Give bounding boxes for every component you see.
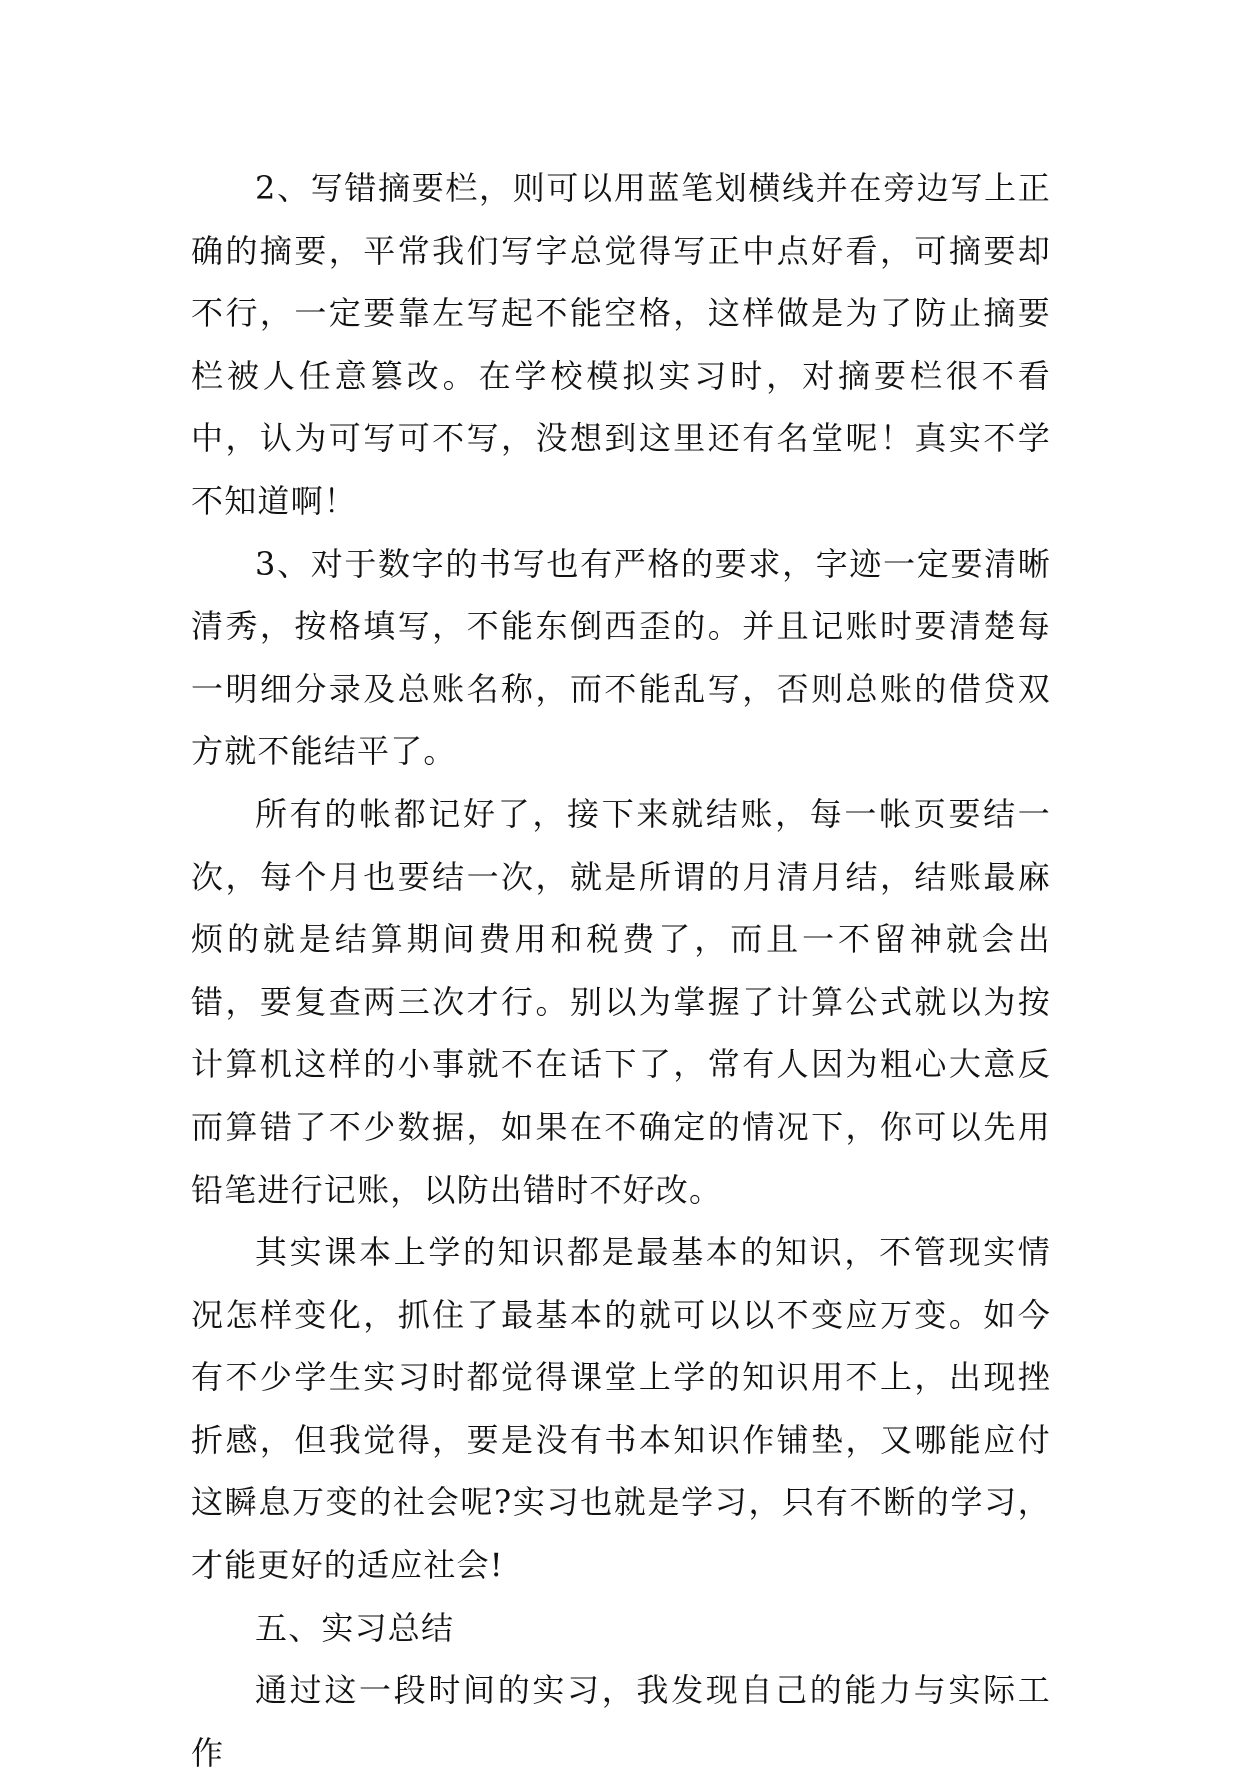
paragraph-closing-accounts: 所有的帐都记好了，接下来就结账，每一帐页要结一次，每个月也要结一次，就是所谓的月清月结，结账最麻烦的就是结算期间费用和税费了，而且一不留神就会出错，要复查两三次才行。别以为掌握了计算公式就以为按计算机这样的小事就不在话下了，常有人因为粗心大意反而算错了不少数据，如果在不确定的情况下，你可以先用铅笔进行记账，以防出错时不好改。 <box>191 794 1051 1209</box>
paragraph-textbook-knowledge: 其实课本上学的知识都是最基本的知识，不管现实情况怎样变化，抓住了最基本的就可以以不变应万变。如今有不少学生实习时都觉得课堂上学的知识用不上，出现挫折感，但我觉得，要是没有书本知识作铺垫，又哪能应付这瞬息万变的社会呢?实习也就是学习，只有不断的学习，才能更好的适应社会! <box>191 1233 1051 1585</box>
document-body <box>191 157 1051 1784</box>
paragraph-summary-intro: 通过这一段时间的实习，我发现自己的能力与实际工作 <box>191 1671 1051 1772</box>
paragraph-summary-correction: 2、写错摘要栏，则可以用蓝笔划横线并在旁边写上正确的摘要，平常我们写字总觉得写正中点好看，可摘要却不行，一定要靠左写起不能空格，这样做是为了防止摘要栏被人任意篡改。在学校模拟实习时，对摘要栏很不看中，认为可写可不写，没想到这里还有名堂呢！真实不学不知道啊！ <box>191 169 1051 520</box>
section-heading-internship-summary: 五、实习总结 <box>255 1608 455 1647</box>
paragraph-number-writing: 3、对于数字的书写也有严格的要求，字迹一定要清晰清秀，按格填写，不能东倒西歪的。并且记账时要清楚每一明细分录及总账名称，而不能乱写，否则总账的借贷双方就不能结平了。 <box>191 544 1051 771</box>
